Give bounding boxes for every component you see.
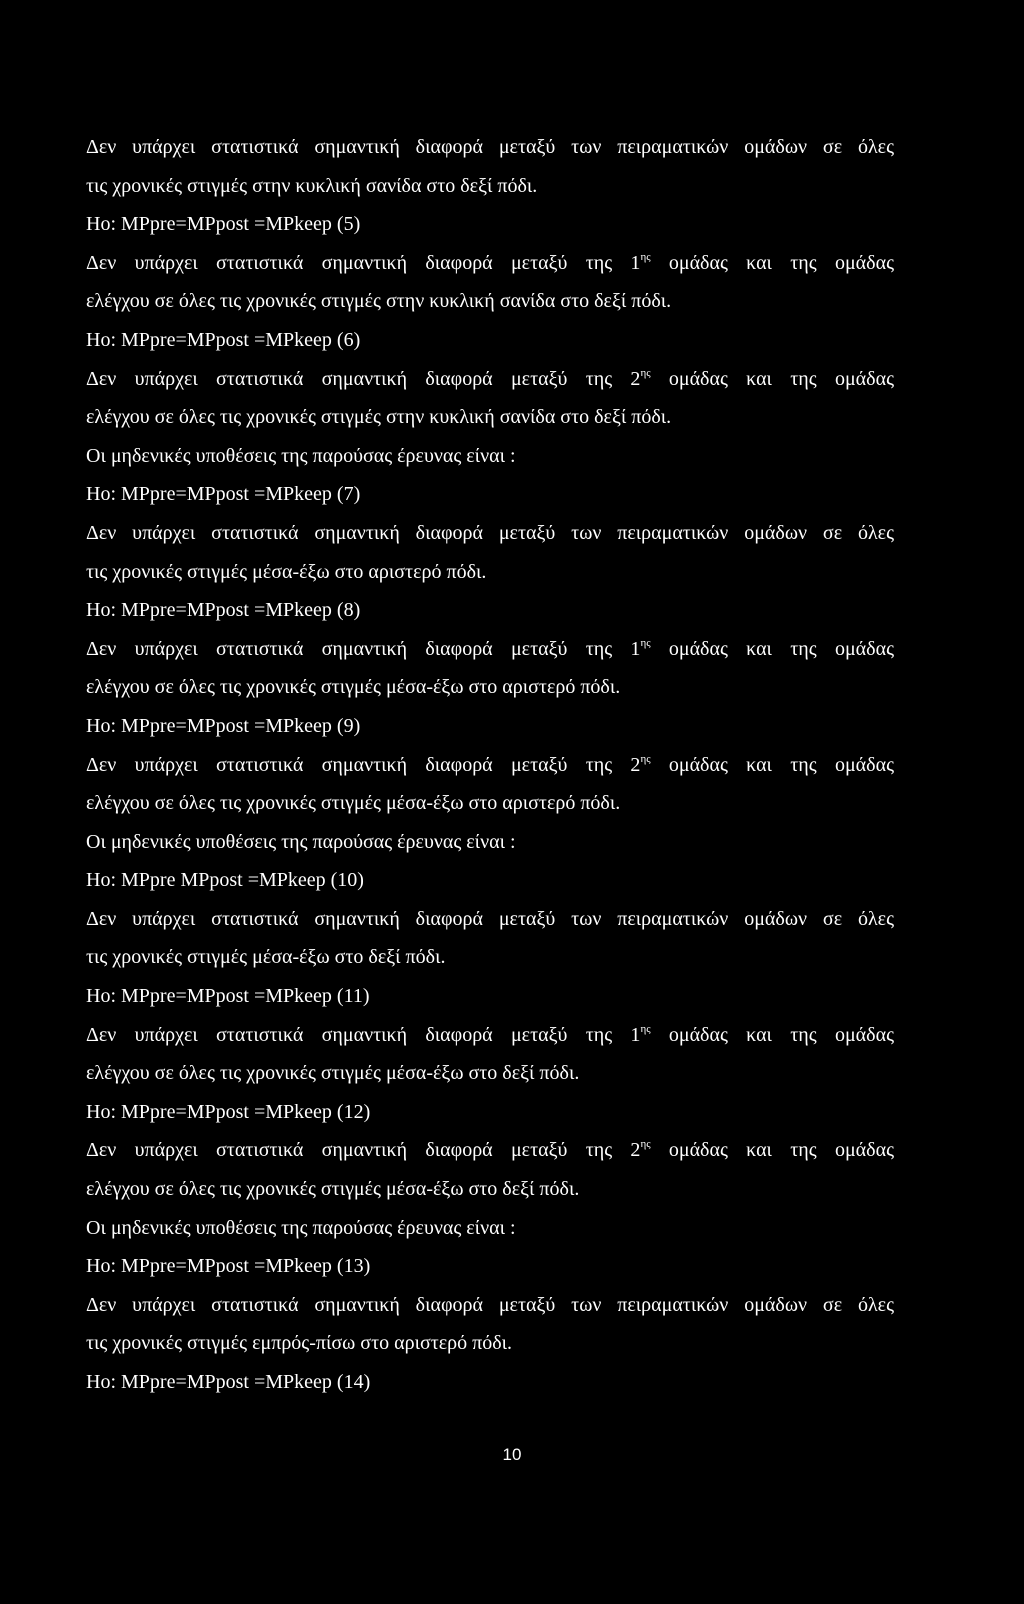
text-line: ελέγχου σε όλες τις χρονικές στιγμές στην κυκλική σανίδα στο δεξί πόδι. — [86, 406, 672, 429]
ordinal-superscript: ης — [640, 250, 651, 263]
ordinal-superscript: ης — [640, 366, 651, 379]
text-line-end: ομάδας και της ομάδας — [650, 367, 894, 390]
text-line-start: Δεν υπάρχει στατιστικά σημαντική διαφορά μεταξύ της 1 — [86, 251, 641, 274]
text-line — [86, 630, 894, 669]
text-line-start: Δεν υπάρχει στατιστικά σημαντική διαφορά μεταξύ της 2 — [86, 367, 641, 390]
text-line: ελέγχου σε όλες τις χρονικές στιγμές μέσα-έξω στο αριστερό πόδι. — [86, 792, 621, 815]
text-line — [86, 244, 894, 283]
text-line: Ho: MPpre=MPpost =MPkeep (8) — [86, 599, 361, 622]
text-line: ελέγχου σε όλες τις χρονικές στιγμές μέσα-έξω στο δεξί πόδι. — [86, 1178, 580, 1201]
text-line: Δεν υπάρχει στατιστικά σημαντική διαφορά μεταξύ των πειραματικών ομάδων σε όλες — [86, 1293, 894, 1316]
text-line — [86, 1016, 894, 1055]
text-line: τις χρονικές στιγμές στην κυκλική σανίδα στο δεξί πόδι. — [86, 174, 538, 197]
text-line-end: ομάδας και της ομάδας — [650, 753, 894, 776]
text-line: Ho: MPpre=MPpost =MPkeep (9) — [86, 714, 361, 737]
text-line: Ho: MPpre=MPpost =MPkeep (7) — [86, 483, 361, 506]
text-line: ελέγχου σε όλες τις χρονικές στιγμές μέσα-έξω στο αριστερό πόδι. — [86, 676, 621, 699]
text-line: τις χρονικές στιγμές μέσα-έξω στο δεξί πόδι. — [86, 946, 446, 969]
text-line: τις χρονικές στιγμές μέσα-έξω στο αριστερό πόδι. — [86, 560, 487, 583]
text-line-end: ομάδας και της ομάδας — [650, 1139, 894, 1162]
text-line: Οι μηδενικές υποθέσεις της παρούσας έρευνας είναι : — [86, 444, 516, 467]
text-line: τις χρονικές στιγμές εμπρός-πίσω στο αριστερό πόδι. — [86, 1332, 513, 1355]
ordinal-superscript: ης — [640, 752, 651, 765]
text-line-start: Δεν υπάρχει στατιστικά σημαντική διαφορά μεταξύ της 2 — [86, 753, 641, 776]
text-line: Δεν υπάρχει στατιστικά σημαντική διαφορά μεταξύ των πειραματικών ομάδων σε όλες — [86, 907, 894, 930]
text-line: Οι μηδενικές υποθέσεις της παρούσας έρευνας είναι : — [86, 1216, 516, 1239]
text-line: Ho: MPpre=MPpost =MPkeep (5) — [86, 213, 361, 236]
text-line: Ho: MPpre=MPpost =MPkeep (11) — [86, 985, 370, 1008]
text-line-end: ομάδας και της ομάδας — [650, 251, 894, 274]
page-number: 10 — [502, 1445, 522, 1464]
text-line: Οι μηδενικές υποθέσεις της παρούσας έρευνας είναι : — [86, 830, 516, 853]
text-line — [86, 746, 894, 785]
ordinal-superscript: ης — [640, 1138, 651, 1151]
ordinal-superscript: ης — [640, 636, 651, 649]
text-line — [86, 360, 894, 399]
text-line-end: ομάδας και της ομάδας — [650, 1023, 894, 1046]
text-line-start: Δεν υπάρχει στατιστικά σημαντική διαφορά μεταξύ της 2 — [86, 1139, 641, 1162]
text-line: Δεν υπάρχει στατιστικά σημαντική διαφορά μεταξύ των πειραματικών ομάδων σε όλες — [86, 136, 894, 158]
text-line: Ho: MPpre=MPpost =MPkeep (6) — [86, 328, 361, 351]
text-line: Δεν υπάρχει στατιστικά σημαντική διαφορά μεταξύ των πειραματικών ομάδων σε όλες — [86, 521, 894, 544]
text-line: ελέγχου σε όλες τις χρονικές στιγμές μέσα-έξω στο δεξί πόδι. — [86, 1062, 580, 1085]
text-line: Ho: MPpre MPpost =MPkeep (10) — [86, 869, 364, 892]
text-line: ελέγχου σε όλες τις χρονικές στιγμές στην κυκλική σανίδα στο δεξί πόδι. — [86, 290, 672, 313]
text-line-start: Δεν υπάρχει στατιστικά σημαντική διαφορά μεταξύ της 1 — [86, 1023, 641, 1046]
text-line: Ho: MPpre=MPpost =MPkeep (14) — [86, 1371, 371, 1393]
text-line-start: Δεν υπάρχει στατιστικά σημαντική διαφορά μεταξύ της 1 — [86, 637, 641, 660]
text-line: Ho: MPpre=MPpost =MPkeep (12) — [86, 1100, 371, 1123]
text-line — [86, 1131, 894, 1170]
text-line-end: ομάδας και της ομάδας — [650, 637, 894, 660]
ordinal-superscript: ης — [640, 1022, 651, 1035]
text-line: Ho: MPpre=MPpost =MPkeep (13) — [86, 1255, 371, 1278]
body-text — [86, 128, 894, 1402]
